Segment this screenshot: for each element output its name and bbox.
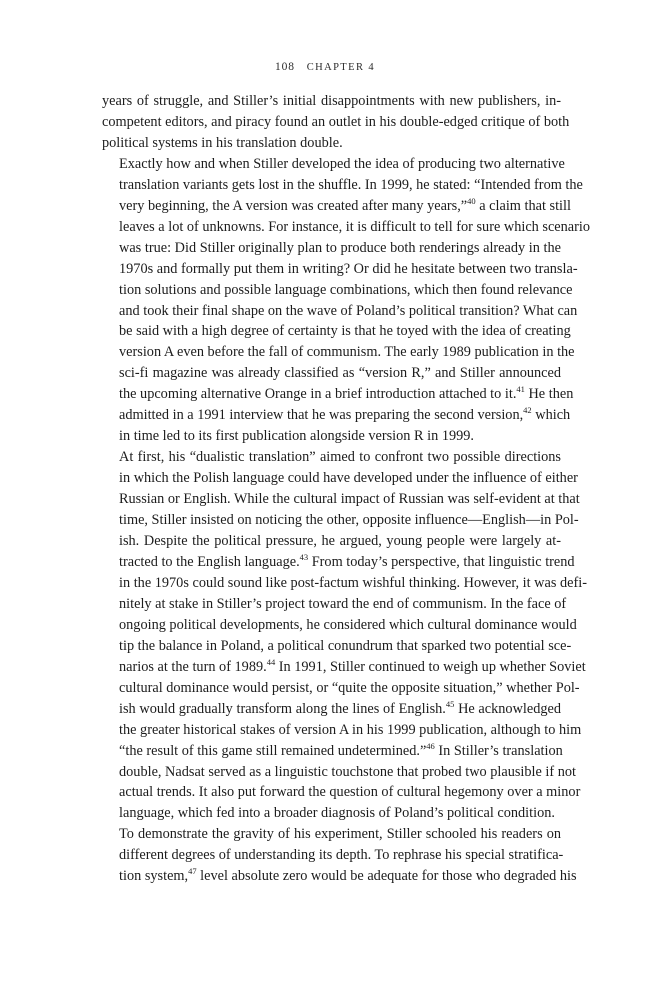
footnote-reference: 46 (426, 740, 435, 751)
text-line: sci-fi magazine was already classified as “version R,” and Stiller announced (119, 365, 561, 382)
footnote-reference: 45 (445, 698, 455, 709)
text-line: tip the balance in Poland, a political conundrum that sparked two potential sce- (119, 637, 572, 654)
paragraph-3 (102, 447, 587, 824)
text-line: the upcoming alternative Orange in a brief introduction attached to it.$^{41}$ He then (119, 384, 574, 403)
text-line: Russian or English. While the cultural impact of Russian was self-evident at that (119, 491, 580, 508)
text-line: very beginning, the A version was created after many years,”$^{40}$ a claim that still (119, 195, 571, 214)
text-line: 1970s and formally put them in writing? Or did he hesitate between two transla- (119, 260, 578, 277)
footnote-reference: 43 (299, 551, 309, 562)
text-line: ish. Despite the political pressure, he argued, young people were largely at- (119, 533, 561, 550)
text-line: be said with a high degree of certainty is that he toyed with the idea of creating (119, 323, 571, 340)
text-line: nitely at stake in Stiller’s project toward the end of communism. In the face of (119, 595, 567, 612)
footnote-reference: 41 (516, 384, 525, 395)
text-line: “the result of this game still remained undetermined.”$^{46}$ In Stiller’s translation (119, 740, 563, 759)
footnote-reference: 44 (266, 656, 276, 667)
text-line: tracted to the English language.$^{43}$ From today’s perspective, that linguistic trend (119, 551, 575, 570)
text-line: in the 1970s could sound like post-factum wishful thinking. However, it was defi- (119, 574, 587, 591)
paragraph-1 (102, 91, 570, 154)
body-text (102, 91, 591, 887)
text-line: cultural dominance would persist, or “quite the opposite situation,” whether Pol- (119, 679, 580, 696)
text-line: actual trends. It also put forward the question of cultural hegemony over a minor (119, 784, 581, 801)
text-line: ish would gradually transform along the lines of English.$^{45}$ He acknowledged (119, 698, 562, 717)
text-line: language, which fed into a broader diagnosis of Poland’s political condition. (119, 805, 555, 822)
text-line: narios at the turn of 1989.44 In 1991, Stiller continued to weigh up whether Soviet (119, 656, 586, 675)
footnote-reference: 40 (467, 195, 476, 206)
page-number: 108 (274, 61, 295, 73)
text-line: Exactly how and when Stiller developed the idea of producing two alternative (119, 155, 565, 172)
paragraph-4 (102, 824, 577, 887)
text-line: tion solutions and possible language combinations, which then found relevance (119, 281, 573, 298)
text-line: To demonstrate the gravity of his experiment, Stiller schooled his readers on (119, 826, 561, 843)
running-head (0, 61, 650, 73)
text-line: political systems in his translation double. (102, 134, 343, 151)
paragraph-2 (102, 154, 591, 447)
text-line: time, Stiller insisted on noticing the other, opposite influence—English—in Pol- (119, 512, 579, 529)
text-line: in time led to its first publication alongside version R in 1999. (119, 428, 474, 445)
text-line: different degrees of understanding its depth. To rephrase his special stratifica- (119, 847, 564, 864)
text-line: and took their final shape on the wave of Poland’s political transition? What can (119, 302, 578, 319)
text-line: years of struggle, and Stiller’s initial disappointments with new publishers, in- (102, 93, 561, 109)
text-line: translation variants gets lost in the shuffle. In 1999, he stated: “Intended from the (119, 176, 583, 193)
text-line: At first, his “dualistic translation” aimed to confront two possible directions (119, 449, 561, 466)
chapter-label: CHAPTER 4 (306, 62, 376, 73)
text-line: ongoing political developments, he considered which cultural dominance would (119, 616, 577, 633)
footnote-reference: 42 (523, 405, 532, 416)
footnote-reference: 47 (188, 866, 197, 877)
text-line: tion system,$^{47}$ level absolute zero would be adequate for those who degraded his (119, 866, 577, 885)
text-line: in which the Polish language could have developed under the influence of either (119, 470, 578, 487)
text-line: was true: Did Stiller originally plan to produce both renderings already in the (119, 239, 561, 256)
text-line: leaves a lot of unknowns. For instance, it is difficult to tell for sure which scenario (119, 218, 591, 235)
text-line: the greater historical stakes of version A in his 1999 publication, although to him (119, 721, 582, 738)
text-line: double, Nadsat served as a linguistic touchstone that probed two plausible if not (119, 763, 577, 780)
text-line: admitted in a 1991 interview that he was preparing the second version,$^{42}$ which (119, 405, 571, 424)
text-line: competent editors, and piracy found an outlet in his double-edged critique of both (102, 113, 570, 130)
text-line: version A even before the fall of communism. The early 1989 publication in the (119, 344, 575, 361)
